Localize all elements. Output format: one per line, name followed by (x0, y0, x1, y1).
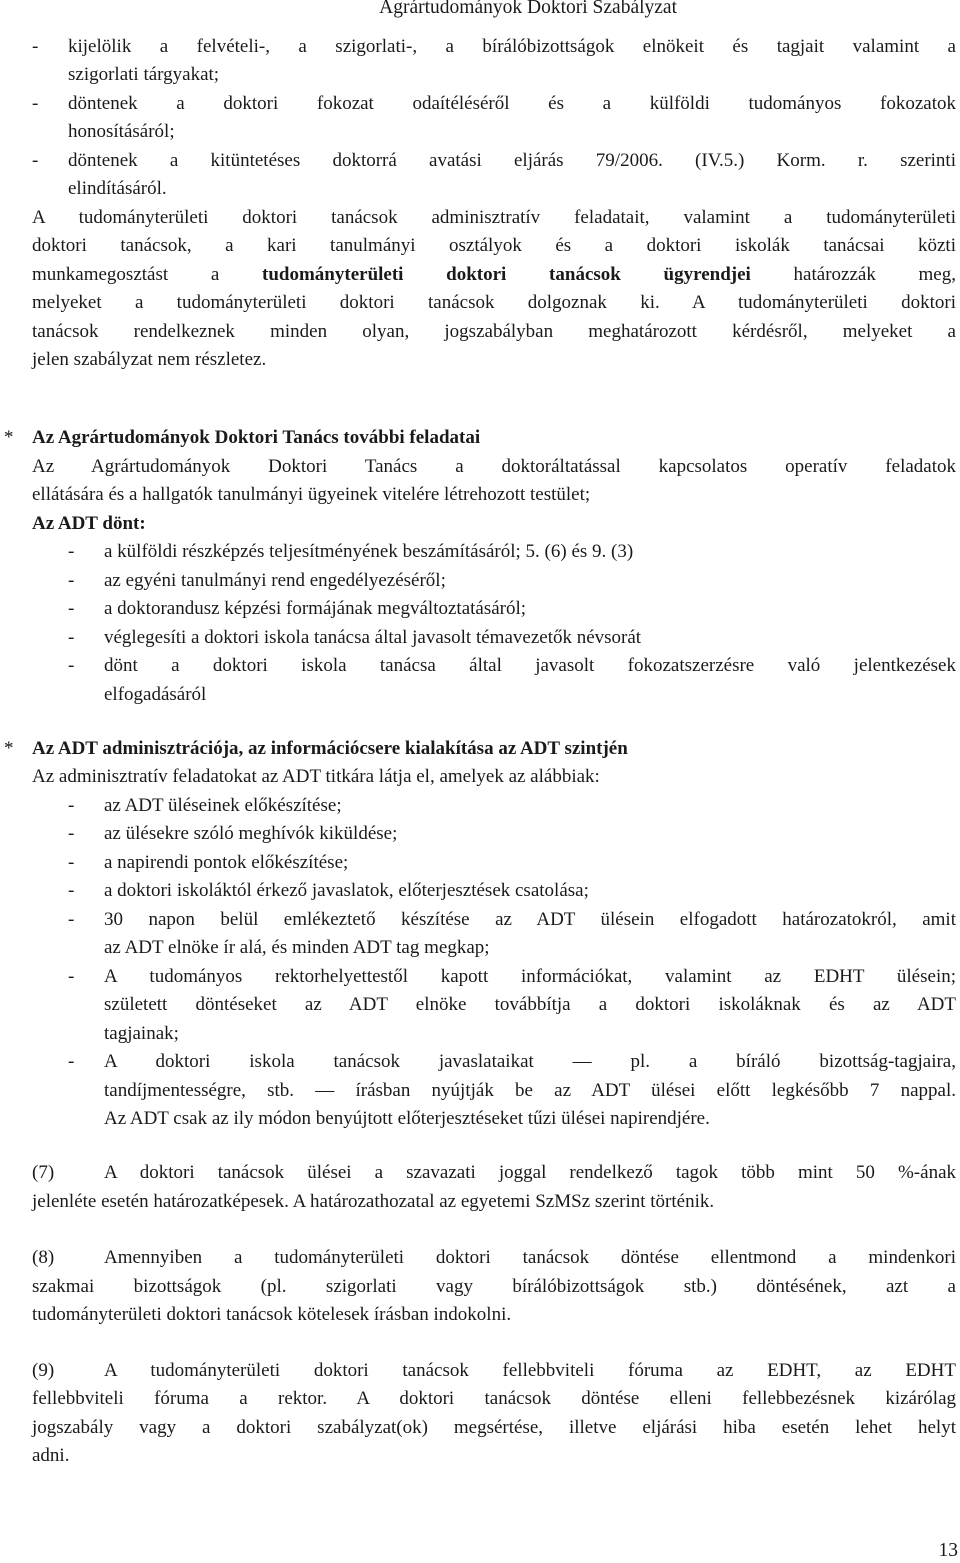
section-line: Az adminisztratív feladatokat az ADT titkára látja el, amelyek az alábbiak: (32, 766, 600, 787)
list-item-line: a doktorandusz képzési formájának megváltoztatásáról; (104, 598, 527, 619)
list-item-line: döntenek a kitüntetéses doktorrá avatási eljárás 79/2006. (IV.5.) Korm. r. szerinti (68, 150, 956, 171)
list-dash: - (32, 150, 39, 171)
list-item-line: a napirendi pontok előkészítése; (104, 852, 349, 873)
section-line: ellátására és a hallgatók tanulmányi ügyeinek vitelére létrehozott testület; (32, 484, 591, 505)
paragraph-line: jogszabály vagy a doktori szabályzat(ok) megsértése, illetve eljárási hiba esetén lehet helyt (32, 1417, 956, 1438)
list-item-line: véglegesíti a doktori iskola tanácsa által javasolt témavezetők névsorát (104, 627, 642, 648)
list-item-line: az ADT elnöke ír alá, és minden ADT tag megkap; (104, 937, 490, 958)
list-dash: - (68, 570, 75, 591)
paragraph-line: jelen szabályzat nem részletez. (32, 349, 267, 370)
list-dash: - (32, 93, 39, 114)
list-dash: - (68, 966, 75, 987)
paragraph-number: (9) (32, 1360, 55, 1381)
list-dash: - (68, 655, 75, 676)
paragraph-line: A tudományterületi doktori tanácsok adminisztratív feladatait, valamint a tudományterületi (32, 207, 956, 228)
list-item-line: az ADT üléseinek előkészítése; (104, 795, 342, 816)
bold-term: tudományterületi doktori tanácsok ügyrendjei (262, 264, 751, 285)
list-item-line: elindításáról. (68, 178, 167, 199)
list-item-line: tandíjmentességre, stb. — írásban nyújtják be az ADT ülései előtt legkésőbb 7 nappal. (104, 1080, 956, 1101)
list-dash: - (68, 852, 75, 873)
list-item-line: kijelölik a felvételi-, a szigorlati-, a bírálóbizottságok elnökeit és tagjait valamint a (68, 36, 956, 57)
paragraph-line: tanácsok rendelkeznek minden olyan, jogszabályban meghatározott kérdésről, melyeket a (32, 321, 956, 342)
list-item-line: tagjainak; (104, 1023, 179, 1044)
paragraph-line: szakmai bizottságok (pl. szigorlati vagy bírálóbizottságok stb.) döntésének, azt a (32, 1276, 956, 1297)
list-item-line: 30 napon belül emlékeztető készítése az ADT ülésein elfogadott határozatokról, amit (104, 909, 956, 930)
section-star: * (4, 427, 14, 448)
section-star: * (4, 738, 14, 759)
section-line: Az Agrártudományok Doktori Tanács a doktoráltatással kapcsolatos operatív feladatok (32, 456, 956, 477)
paragraph-line: tudományterületi doktori tanácsok kötelesek írásban indokolni. (32, 1304, 512, 1325)
list-dash: - (68, 795, 75, 816)
list-item-line: az egyéni tanulmányi rend engedélyezéséről; (104, 570, 446, 591)
list-item-line: honosításáról; (68, 121, 175, 142)
list-dash: - (32, 36, 39, 57)
paragraph-line: doktori tanácsok, a kari tanulmányi osztályok és a doktori iskolák tanácsai közti (32, 235, 956, 256)
paragraph-line: fellebbviteli fóruma a rektor. A doktori tanácsok döntése elleni fellebbezésnek kizárólag (32, 1388, 956, 1409)
list-dash: - (68, 880, 75, 901)
paragraph-line: jelenléte esetén határozatképesek. A határozathozatal az egyetemi SzMSz szerint történik. (32, 1191, 715, 1212)
text-segment: határozzák meg, (750, 264, 956, 285)
paragraph-line: adni. (32, 1445, 70, 1466)
section-subheading: Az ADT dönt: (32, 513, 146, 534)
list-item-line: az ülésekre szóló meghívók kiküldése; (104, 823, 398, 844)
section-heading: Az Agrártudományok Doktori Tanács további feladatai (32, 427, 481, 448)
paragraph-line: (8) Amennyiben a tudományterületi doktori tanácsok döntése ellentmond a mindenkori (32, 1244, 956, 1273)
list-item-line: szigorlati tárgyakat; (68, 64, 220, 85)
paragraph-number: (7) (32, 1162, 55, 1183)
paragraph-line: melyeket a tudományterületi doktori tanácsok dolgoznak ki. A tudományterületi doktori (32, 292, 956, 313)
list-dash: - (68, 541, 75, 562)
paragraph-number: (8) (32, 1247, 55, 1268)
list-dash: - (68, 1051, 75, 1072)
paragraph-line: (9) A tudományterületi doktori tanácsok fellebbviteli fóruma az EDHT, az EDHT (32, 1357, 956, 1386)
page-header: Agrártudományok Doktori Szabályzat (379, 0, 677, 18)
text-segment: munkamegosztást a (32, 264, 263, 285)
list-dash: - (68, 627, 75, 648)
paragraph-line (32, 261, 956, 290)
list-item-line: született döntéseket az ADT elnöke továbbítja a doktori iskoláknak és az ADT (104, 994, 956, 1015)
list-item-line: a doktori iskoláktól érkező javaslatok, előterjesztések csatolása; (104, 880, 589, 901)
list-item-line: A doktori iskola tanácsok javaslataikat — pl. a bíráló bizottság-tagjaira, (104, 1051, 956, 1072)
list-item-line: A tudományos rektorhelyettestől kapott információkat, valamint az EDHT ülésein; (104, 966, 956, 987)
section-heading: Az ADT adminisztrációja, az információcsere kialakítása az ADT szintjén (32, 738, 628, 759)
list-item-line: a külföldi részképzés teljesítményének beszámításáról; 5. (6) és 9. (3) (104, 541, 634, 562)
list-item-line: döntenek a doktori fokozat odaítéléséről és a külföldi tudományos fokozatok (68, 93, 956, 114)
list-dash: - (68, 598, 75, 619)
list-dash: - (68, 909, 75, 930)
list-dash: - (68, 823, 75, 844)
paragraph-line: (7) A doktori tanácsok ülései a szavazati joggal rendelkező tagok több mint 50 %-ának (32, 1159, 956, 1188)
list-item-line: elfogadásáról (104, 684, 207, 705)
list-item-line: Az ADT csak az ily módon benyújtott előterjesztéseket tűzi ülései napirendjére. (104, 1108, 710, 1129)
list-item-line: dönt a doktori iskola tanácsa által javasolt fokozatszerzésre való jelentkezések (104, 655, 956, 676)
page-number: 13 (938, 1540, 958, 1561)
